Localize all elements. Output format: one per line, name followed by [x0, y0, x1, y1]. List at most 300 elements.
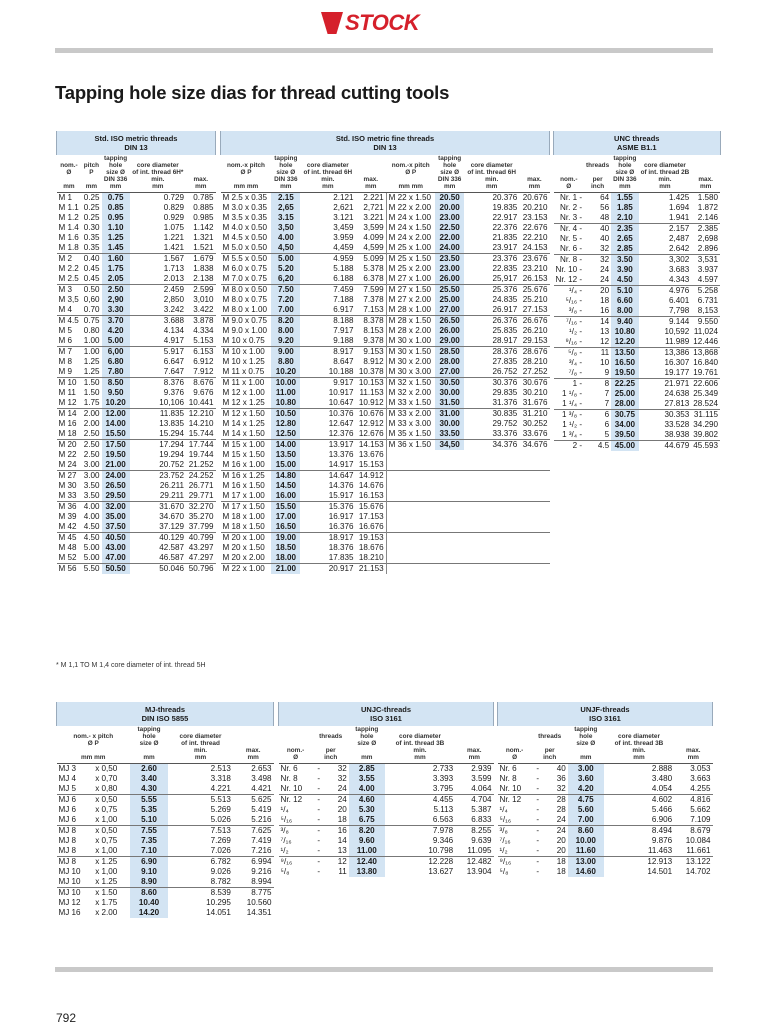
table-cell [386, 543, 435, 553]
table-cell: M 18 x 1.50 [222, 522, 265, 531]
table-cell: 22.917 [492, 213, 518, 222]
table-cell: 33.676 [522, 429, 548, 438]
table-cell: 1.00 [83, 336, 100, 345]
column-header: nom.- Ø [554, 155, 585, 193]
table-cell: 18.50 [271, 543, 300, 553]
table-cell: 15.917 [328, 491, 354, 500]
table-cell: 28.676 [519, 347, 549, 358]
table-cell: 10.912 [358, 398, 384, 407]
table-cell: 5.513 [168, 795, 233, 806]
table-cell: 0.75 [102, 193, 130, 204]
table-cell: 8.153 [363, 326, 384, 335]
table-cell: 13.917 [300, 440, 355, 451]
table-caption-row [279, 702, 494, 726]
table-cell: 4.20 [102, 326, 130, 336]
table-cell: - [317, 836, 321, 845]
table-cell: 5.00 [102, 336, 130, 347]
table-cell: 4.597 [697, 275, 719, 284]
table-cell: M 48 [58, 543, 77, 552]
table-cell: M 10 x 1.25 [222, 357, 265, 366]
table-cell: 50.50 [102, 564, 130, 575]
column-header: max. mm [691, 155, 720, 193]
table-cell: 6.80 [102, 357, 130, 367]
table-cell: 3.422 [193, 305, 214, 314]
table-cell: 8.50 [102, 378, 130, 389]
table-row [221, 481, 550, 491]
table-cell: 28.50 [435, 347, 464, 358]
table-cell: ⁹/₁₆ [279, 857, 313, 868]
table-cell: 3.683 [668, 265, 690, 274]
table-cell: 1.713 [163, 264, 185, 273]
table-cell: 1.25 [83, 357, 100, 366]
table-cell: 19.761 [693, 368, 719, 377]
table-cell: ¹/₄ [499, 805, 508, 814]
table-cell: M 33 x 1.50 [386, 398, 435, 409]
table-cell: 1.25 [83, 367, 100, 376]
table-row [498, 826, 713, 837]
table-cell: 29.153 [522, 336, 548, 345]
table-cell: 8.90 [130, 877, 168, 888]
table-cell: 6.563 [432, 815, 454, 824]
table-cell: 15.294 [159, 429, 185, 438]
table-cell: M 9 [58, 367, 72, 376]
table-cell: 17.50 [102, 440, 130, 451]
table-row [554, 420, 721, 430]
table-cell: 4.00 [81, 502, 101, 513]
table-cell: 1 ¹/₂ - [562, 420, 583, 429]
table-cell: 11.00 [349, 846, 385, 857]
table-cell: 5.917 [130, 347, 186, 358]
table-cell: 7.026 [210, 846, 231, 855]
table-cell: 2.85 [349, 764, 385, 775]
table-cell: 22.25 [611, 379, 638, 390]
table-cell: 6 [584, 410, 611, 421]
table-cell: M 1.6 [58, 233, 79, 242]
table-cell [386, 471, 435, 482]
table-cell: 34.376 [464, 440, 519, 451]
table-cell: 5.10 [130, 815, 168, 826]
table-cell: 4.099 [363, 233, 384, 242]
table-cell: 4.00 [271, 233, 300, 243]
table-cell: 25.00 [611, 389, 638, 399]
table-cell: 2.50 [102, 285, 130, 296]
table-cell [519, 491, 549, 502]
table-cell: M 8.0 x 1.00 [222, 305, 268, 314]
table-cell: 22.210 [522, 233, 548, 242]
table-cell: 9.676 [193, 388, 214, 397]
table-cell: 9.50 [102, 388, 130, 398]
table-cell: 13.80 [349, 867, 385, 877]
table-cell: ⁵/₁₆ [280, 815, 293, 824]
table-row [57, 285, 216, 296]
table-cell [435, 533, 464, 544]
table-cell: 26.917 [492, 305, 518, 314]
table-cell: M 4.5 [57, 316, 82, 327]
table-row [57, 243, 216, 254]
table-cell: ¹/₂ [499, 846, 508, 855]
table-cell: 7.378 [363, 295, 384, 304]
table-cell: 7.50 [271, 285, 300, 296]
table-cell: 6.917 [333, 305, 354, 314]
table-cell: 2.50 [81, 440, 101, 451]
table-cell [386, 522, 435, 533]
table-cell: 5.466 [651, 805, 673, 814]
table-cell: M 1.1 [58, 203, 79, 212]
table-cell: 5.113 [433, 805, 454, 814]
table-cell [435, 460, 464, 471]
table-row [279, 805, 494, 815]
table-cell: M 28 x 1.00 [386, 305, 435, 316]
table-cell: 14.676 [358, 481, 384, 490]
table-cell: 2,90 [102, 295, 130, 305]
table-cell: M 1 [58, 193, 72, 202]
table-cell: M 2.2 [58, 264, 79, 273]
table-cell: 16.50 [611, 358, 638, 368]
column-header: tapping hole size Ø mm [568, 726, 604, 764]
table-row [279, 815, 494, 826]
table-row [221, 471, 550, 482]
column-header: threads per inch [313, 726, 349, 764]
table-cell: 5 [604, 430, 610, 439]
column-header: nom.- Ø [279, 726, 313, 764]
table-cell [464, 460, 519, 471]
table-cell: 26.752 [492, 367, 518, 376]
table-cell: 21.00 [102, 460, 130, 471]
table-cell: 47.00 [102, 553, 130, 564]
table-cell: x 1.25 [95, 877, 118, 886]
table-cell [464, 502, 519, 513]
table-cell: 5.55 [130, 795, 168, 806]
table-cell: 1.421 [163, 243, 185, 252]
table-cell: 7.647 [163, 367, 185, 376]
table-cell: Nr. 3 - [560, 213, 583, 222]
table-caption-row [57, 131, 216, 155]
table-cell: 16.50 [271, 522, 300, 533]
table-cell: M 27 x 2.00 [386, 295, 435, 305]
table-cell: 33.528 [664, 420, 690, 429]
table-row [554, 441, 721, 452]
table-cell: 14.351 [246, 908, 272, 917]
table-cell: 0.35 [83, 243, 100, 252]
table-cell: 5.00 [83, 543, 100, 552]
table-cell: 2.733 [432, 764, 454, 773]
table-cell: 1.872 [697, 203, 719, 212]
table-cell: 25.00 [435, 295, 464, 305]
table-cell: 31.210 [519, 409, 549, 420]
column-header: max. mm [355, 155, 386, 193]
table-cell: 22.00 [435, 233, 464, 243]
table-cell: 18 [556, 867, 566, 876]
table-row [57, 543, 216, 553]
table-cell: x 0,75 [95, 805, 118, 814]
table-cell: 2,721 [363, 203, 384, 212]
table-cell: 29.211 [159, 491, 185, 500]
table-cell: 26.211 [159, 481, 185, 490]
table-cell: 4.421 [251, 784, 272, 793]
table-cell: 19.177 [664, 368, 690, 377]
table-cell [435, 471, 464, 482]
column-header: core diameter of int. thread min. mm [168, 726, 233, 764]
table-cell: 50.796 [186, 564, 215, 575]
table-cell: 26.153 [522, 274, 548, 283]
table-cell [435, 553, 464, 564]
table-row [57, 764, 274, 775]
table-cell: 0.25 [83, 193, 100, 202]
table-cell: 8.917 [300, 347, 355, 358]
table-cell: 23.752 [130, 471, 186, 482]
table-row [554, 410, 721, 421]
table-cell: 2,621 [333, 203, 354, 212]
table-cell: 7.978 [385, 826, 455, 837]
table-cell: M 36 [57, 502, 82, 513]
table-cell: M 20 [57, 440, 82, 451]
table-cell: 14.00 [271, 440, 300, 451]
table-cell: 2.939 [471, 764, 492, 773]
table-cell: M 25 x 1.00 [386, 243, 435, 254]
table-cell: 30.376 [464, 378, 519, 389]
table-cell: 45.00 [611, 441, 638, 452]
table-cell: 14.647 [300, 471, 355, 482]
table-row [221, 419, 550, 429]
table-cell [386, 481, 435, 491]
table-cell: 7.153 [363, 305, 384, 314]
table-cell: 4.5 [584, 441, 611, 452]
table-cell: M 30 x 2.00 [386, 357, 435, 367]
table-cell: 25.835 [492, 326, 518, 335]
table-cell: 12.912 [358, 419, 384, 428]
table-row [57, 846, 274, 857]
table-cell: MJ 8 [57, 857, 94, 868]
table-cell: 28 [556, 805, 566, 814]
table-cell: 1.694 [668, 203, 690, 212]
table-cell: M 56 [57, 564, 82, 575]
table-cell: 21.153 [355, 564, 386, 575]
table-cell: 6.994 [233, 857, 274, 868]
table-cell: 3.688 [130, 316, 186, 327]
table-cell: 12.676 [358, 429, 384, 438]
table-cell: 18.917 [300, 533, 355, 544]
table-cell: 5.419 [251, 805, 272, 814]
table-cell: 16.307 [664, 358, 690, 367]
table-row [57, 522, 216, 533]
table-cell: 11.00 [271, 388, 300, 398]
table-cell: - [536, 836, 540, 845]
table-cell: 9.026 [210, 867, 231, 876]
table-cell: 26.771 [188, 481, 214, 490]
table-caption-row [554, 131, 721, 155]
table-cell: 5.099 [355, 254, 386, 265]
table-cell: M 25 x 1.50 [386, 254, 435, 265]
table-cell: M 11 x 1.00 [221, 378, 272, 389]
table-cell: 10.20 [102, 398, 130, 409]
column-header: max. mm [455, 726, 493, 764]
table-cell: M 30 x 3.00 [386, 367, 435, 378]
table-row [221, 429, 550, 440]
table-cell: 2.00 [81, 409, 101, 420]
table-cell: 8.912 [363, 357, 384, 366]
table-cell: 28.00 [435, 357, 464, 367]
table-row [498, 774, 713, 784]
table-cell: M 25 x 2.00 [386, 264, 435, 274]
table-cell: M 24 x 2.00 [386, 233, 435, 243]
table-cell: 14.501 [647, 867, 673, 876]
table-cell: 1 ³/₄ - [562, 430, 583, 439]
table-cell: 19.00 [271, 533, 300, 544]
table-cell: MJ 10 [58, 867, 81, 876]
table-cell: - [317, 867, 321, 876]
table-row [57, 815, 274, 826]
table-caption: Std. ISO metric fine threads DIN 13 [221, 131, 550, 155]
table-cell: 14.00 [102, 419, 130, 429]
table-cell: 3.40 [130, 774, 168, 784]
table-cell: 2.50 [83, 429, 100, 438]
table-cell: 16 [325, 826, 349, 837]
table-row [279, 826, 494, 837]
table-cell: 26.210 [522, 326, 548, 335]
table-cell: 24 [600, 265, 610, 274]
table-row [221, 553, 550, 564]
table-cell: 5.20 [271, 264, 300, 274]
table-row [554, 379, 721, 390]
table-cell: 28.524 [693, 399, 719, 408]
table-cell: 9.188 [333, 336, 354, 345]
table-cell: 15.376 [300, 502, 355, 513]
table-cell: 20 [584, 286, 611, 297]
table-cell: - [536, 774, 540, 783]
table-cell: 5.026 [210, 815, 231, 824]
table-row [221, 233, 550, 243]
table-row [221, 491, 550, 502]
table-cell: 24.638 [664, 389, 690, 398]
table-cell: M 20 x 1.50 [222, 543, 265, 552]
table-cell: Nr. 8 [280, 774, 298, 783]
table-cell: 13.50 [271, 450, 300, 460]
table-row [221, 460, 550, 471]
table-cell: 10.188 [328, 367, 354, 376]
table-cell: ¹/₂ - [569, 327, 583, 336]
table-cell: 30.676 [519, 378, 549, 389]
table-row [221, 295, 550, 305]
table-cell: 15.50 [102, 429, 130, 440]
table-cell: MJ 8 [58, 836, 77, 845]
table-cell: M 36 x 1.50 [386, 440, 435, 451]
table-cell [519, 564, 549, 575]
table-cell: M 1.4 [58, 223, 79, 232]
table-cell [464, 553, 519, 564]
table-cell: 33.50 [435, 429, 464, 440]
table-cell [519, 522, 549, 533]
table-cell: 4.00 [349, 784, 385, 795]
table-cell: 45.593 [693, 441, 719, 450]
table-row [221, 367, 550, 378]
table-cell: 40 [556, 764, 566, 773]
stock-logo [321, 10, 437, 36]
table-cell: M 22 [58, 450, 77, 459]
table-cell: M 7.0 x 0.75 [222, 274, 268, 283]
table-cell: 7.625 [233, 826, 274, 837]
table-cell: Nr. 12 - [555, 275, 583, 284]
table-cell: 1.941 [668, 213, 690, 222]
table-cell: 37.799 [188, 522, 214, 531]
table-cell: 32 [600, 244, 610, 253]
table-cell: 13 [337, 846, 347, 855]
table-cell: 34.670 [159, 512, 185, 521]
table-cell: 3.480 [651, 774, 673, 783]
table-cell: 12.00 [102, 409, 130, 420]
logo-shield-icon [321, 12, 343, 34]
table-cell: 28.210 [522, 357, 548, 366]
table-row [554, 224, 721, 235]
table-cell: M 20 x 1.00 [221, 533, 272, 544]
table-cell: 2.896 [697, 244, 719, 253]
table-row [279, 764, 494, 775]
table-cell: ⁹/₁₆ [498, 857, 532, 868]
table-cell: 3,010 [193, 295, 214, 304]
table-cell: x 0,50 [95, 764, 118, 773]
table-cell: 20.00 [435, 203, 464, 213]
column-header: max. mm [519, 155, 549, 193]
table-row [221, 223, 550, 233]
table-cell: - [317, 764, 321, 773]
table-cell: - [317, 846, 321, 855]
table-cell: 17.153 [358, 512, 384, 521]
table-cell: 42.587 [159, 543, 185, 552]
table-cell: 20 [337, 805, 347, 814]
table-row [554, 430, 721, 441]
table-cell: 3.50 [611, 255, 638, 266]
table-cell: ¹/₄ [280, 805, 289, 814]
column-header: nom.- Ø mm [57, 155, 82, 193]
table-row [57, 564, 216, 575]
table-cell: 1.00 [81, 347, 101, 358]
table-row [221, 305, 550, 316]
table-cell: 0,60 [83, 295, 100, 304]
table-cell: 7.00 [271, 305, 300, 316]
table-cell: M 27 [57, 471, 82, 482]
table-cell: M 24 x 1.50 [386, 223, 435, 233]
table-cell: 7.269 [210, 836, 231, 845]
table-cell: ⁵/₈ - [554, 348, 585, 359]
table-cell: 1 ¹/₈ - [562, 389, 583, 398]
table-cell: 10.560 [246, 898, 272, 907]
table-cell: 1.85 [611, 203, 638, 213]
table-row [57, 795, 274, 806]
table-cell: - [532, 826, 544, 837]
table-header-row [279, 726, 494, 764]
table-cell: 12.482 [455, 857, 493, 868]
table-cell: 4.221 [210, 784, 231, 793]
table-cell: M 18 x 1.00 [222, 512, 265, 521]
table-cell: 0.885 [193, 203, 214, 212]
table-cell: 11.989 [665, 337, 690, 346]
table-row [498, 815, 713, 826]
table-cell [386, 512, 435, 522]
table-cell: M 24 x 1.00 [386, 213, 435, 223]
table-row [57, 512, 216, 522]
table-cell: 2.15 [271, 193, 300, 204]
table-cell: 0.45 [83, 274, 100, 283]
table-cell: 13.676 [358, 450, 384, 459]
table-cell: 34.00 [611, 420, 638, 430]
table-cell: 29.50 [102, 491, 130, 502]
table-cell: M 27 x 1.50 [386, 285, 435, 296]
table-row [221, 316, 550, 327]
table-cell: 9.639 [471, 836, 492, 845]
table-cell: 30.252 [522, 419, 548, 428]
table-cell: 8,153 [697, 306, 719, 315]
table-cell [435, 450, 464, 460]
table-cell: 17.744 [186, 440, 215, 451]
